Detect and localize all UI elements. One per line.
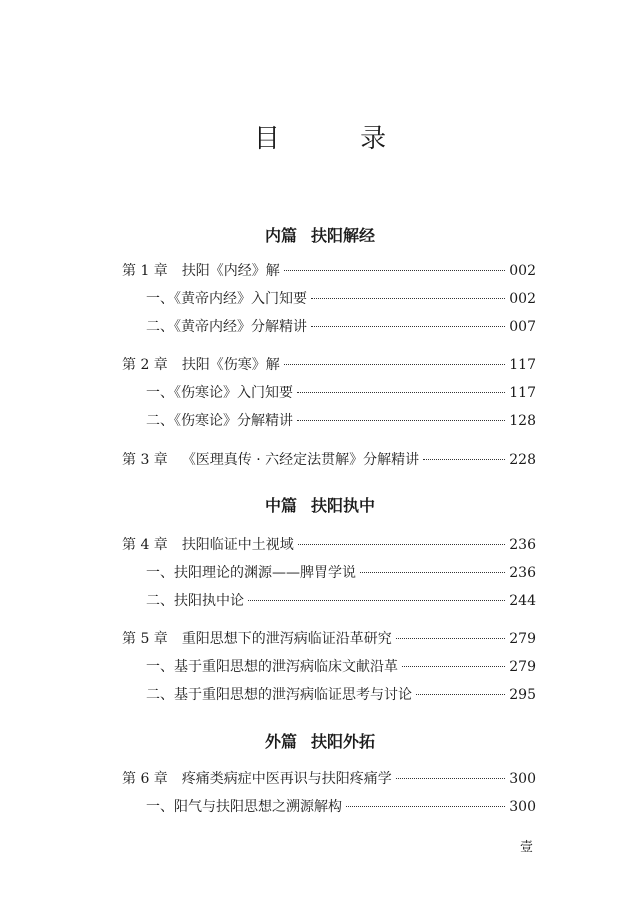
section-title: 二、基于重阳思想的泄泻病临证思考与讨论 [146, 687, 412, 703]
dot-leader [284, 270, 505, 271]
page-number: 228 [509, 452, 536, 468]
chapter-number: 第 6 章 [122, 771, 168, 787]
dot-leader [298, 544, 505, 545]
toc-entry-section[interactable] [146, 563, 536, 583]
page-number: 007 [509, 319, 536, 335]
section-title: 一、基于重阳思想的泄泻病临床文献沿革 [146, 659, 398, 675]
chapter-title: 疼痛类病症中医再识与扶阳疼痛学 [181, 771, 392, 787]
part-heading-inner [0, 224, 640, 248]
toc-entry-chapter-6[interactable] [122, 769, 536, 789]
page-number: 300 [509, 771, 536, 787]
chapter-number: 第 4 章 [122, 537, 168, 553]
chapter-number: 第 5 章 [122, 631, 168, 647]
part-subtitle: 扶阳解经 [311, 226, 376, 245]
dot-leader [416, 694, 505, 695]
page-title: 目 录 [253, 124, 423, 154]
page-number: 236 [509, 537, 536, 553]
chapter-title: 扶阳临证中土视域 [181, 537, 294, 553]
part-heading-outer [0, 730, 640, 754]
part-subtitle: 扶阳执中 [311, 496, 376, 515]
page-number: 236 [509, 565, 536, 581]
chapter-number: 第 3 章 [122, 452, 168, 468]
dot-leader [311, 326, 505, 327]
dot-leader [346, 806, 505, 807]
dot-leader [423, 459, 505, 460]
page-number: 244 [509, 593, 536, 609]
dot-leader [284, 364, 505, 365]
section-title: 二、《黄帝内经》分解精讲 [146, 319, 307, 335]
part-subtitle: 扶阳外拓 [311, 732, 376, 751]
dot-leader [311, 298, 505, 299]
section-title: 一、阳气与扶阳思想之溯源解构 [146, 799, 342, 815]
toc-entry-section[interactable] [146, 685, 536, 705]
toc-entry-section[interactable] [146, 317, 536, 337]
chapter-number: 第 1 章 [122, 263, 168, 279]
page-number: 128 [509, 413, 536, 429]
dot-leader [297, 420, 505, 421]
chapter-title: 重阳思想下的泄泻病临证沿革研究 [181, 631, 392, 647]
part-heading-middle [0, 494, 640, 518]
dot-leader [248, 600, 505, 601]
chapter-title: 扶阳《内经》解 [181, 263, 280, 279]
toc-entry-section[interactable] [146, 383, 536, 403]
part-name: 外篇 [264, 732, 297, 751]
section-title: 一、《黄帝内经》入门知要 [146, 291, 307, 307]
dot-leader [402, 666, 505, 667]
page-number: 295 [509, 687, 536, 703]
toc-entry-section[interactable] [146, 657, 536, 677]
part-name: 中篇 [264, 496, 297, 515]
toc-entry-section[interactable] [146, 289, 536, 309]
page-number: 300 [509, 799, 536, 815]
toc-entry-chapter-5[interactable] [122, 629, 536, 649]
page-number: 002 [509, 263, 536, 279]
page-number: 002 [509, 291, 536, 307]
dot-leader [297, 392, 505, 393]
toc-entry-chapter-2[interactable] [122, 355, 536, 375]
toc-entry-section[interactable] [146, 591, 536, 611]
dot-leader [396, 638, 505, 639]
chapter-title: 扶阳《伤寒》解 [181, 357, 280, 373]
dot-leader [360, 572, 505, 573]
toc-entry-section[interactable] [146, 411, 536, 431]
page-folio: 壹 [520, 840, 534, 855]
toc-entry-chapter-1[interactable] [122, 261, 536, 281]
page-number: 117 [509, 357, 536, 373]
page-number: 279 [509, 631, 536, 647]
part-name: 内篇 [264, 226, 297, 245]
section-title: 二、《伤寒论》分解精讲 [146, 413, 293, 429]
page-number: 117 [509, 385, 536, 401]
chapter-title: 《医理真传 · 六经定法贯解》分解精讲 [181, 452, 420, 468]
section-title: 一、《伤寒论》入门知要 [146, 385, 293, 401]
section-title: 一、扶阳理论的渊源——脾胃学说 [146, 565, 356, 581]
dot-leader [396, 778, 505, 779]
toc-entry-chapter-4[interactable] [122, 535, 536, 555]
toc-entry-chapter-3[interactable] [122, 450, 536, 470]
chapter-number: 第 2 章 [122, 357, 168, 373]
page-number: 279 [509, 659, 536, 675]
toc-entry-section[interactable] [146, 797, 536, 817]
section-title: 二、扶阳执中论 [146, 593, 244, 609]
